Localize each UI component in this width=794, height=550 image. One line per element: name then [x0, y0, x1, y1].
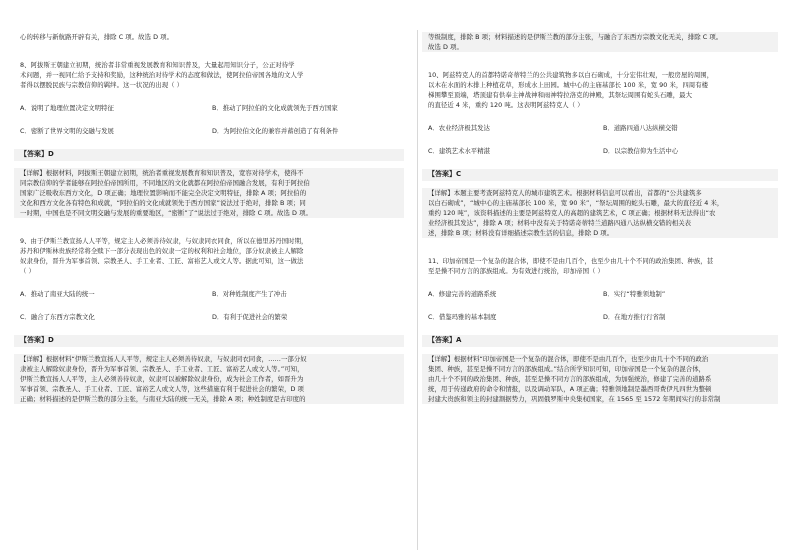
option-row — [428, 123, 778, 133]
detail-box — [422, 354, 778, 404]
detail-line: 【详解】根据材料“伊斯兰教宣扬人人平等，规定主人必须善待奴隶，与奴隶同衣同食，……一部分奴 — [20, 355, 307, 363]
option-a: A．农业经济极其发达 — [428, 124, 490, 132]
option-row — [20, 312, 404, 322]
detail-line: 【详解】本题主要考查阿兹特克人的城市建筑艺术。根据材料信息可以看出，首都的“公共建筑多 — [428, 189, 702, 197]
question-stem-line: （ ） — [20, 267, 35, 275]
answer-band — [422, 169, 778, 181]
detail-box — [14, 354, 404, 404]
detail-line: 【详解】根据材料“印加帝国是一个复杂的混合体，即使不是由几百个，也至少由几十个不同的政治 — [428, 355, 709, 363]
option-c: C．借鉴玛雅的基本制度 — [428, 313, 497, 321]
question-10 — [428, 70, 778, 238]
option-d: D．在地方推行行省制 — [603, 313, 666, 321]
detail-line: 军事首领、宗教圣人、手工业者、工匠、富裕艺人或文人等，这些措施有利于促进社会的繁荣，D 项 — [20, 385, 304, 393]
option-c: C．密断了世界文明的交融与发展 — [20, 127, 114, 135]
detail-line: 重约 120 吨”，该资料描述的主要是阿兹特克人的高超的建筑艺术，C 项正确；根据材料无法得出“农 — [428, 209, 716, 217]
option-row — [428, 312, 778, 322]
option-row — [20, 103, 404, 113]
option-a: A．推动了南亚大陆的统一 — [20, 290, 95, 298]
detail-line: 【详解】根据材料，阿拔斯王朝建立初期，统治者重视发展教育和知识普及，宽容对待学术，使得不 — [20, 169, 304, 177]
answer-label: 【答案】A — [428, 336, 462, 344]
option-row — [428, 146, 778, 156]
question-stem-line: 的直径近 4 米，重约 120 吨。这表明阿兹特克人（ ） — [428, 101, 584, 109]
detail-box — [422, 188, 778, 238]
question-stem-line: 术问题，并一视同仁给予支持和奖励，这种统治对待学术的态度和做法，使阿拉伯帝国各地的文人学 — [20, 71, 304, 79]
answer-label: 【答案】C — [428, 170, 462, 178]
question-stem-line: 8、阿拔斯王朝建立初期，统治者非常重视发展教育和知识普及，大量起用知识分子，公正对待学 — [20, 61, 295, 69]
detail-line: 述，排除 B 项；材料没有详细描述宗教生活的信息，排除 D 项。 — [428, 229, 614, 237]
continuation-text: 心的转移与新航路开辟有关，排除 C 项。故选 D 项。 — [20, 33, 174, 41]
detail-line: 同宗教信仰的学者能够在阿拉伯帝国所用，不同地区的文化就都在阿拉伯帝国融合发展，有利于阿拉伯 — [20, 179, 310, 187]
option-a: A．说明了地理位置决定文明特征 — [20, 104, 114, 112]
question-8 — [20, 60, 404, 218]
question-stem-line: 10、阿兹特克人的首都特诺奇蒂特兰的公共建筑物多以白石砌成，十分宏伟壮观，一般房屋的周围， — [428, 71, 714, 79]
option-row — [20, 289, 404, 299]
option-c: C．融合了东西方宗教文化 — [20, 313, 95, 321]
option-row — [428, 289, 778, 299]
detail-line: 一时期，中国也是不同文明交融与发展的重要地区，“密断”了“说法过于绝对，排除 C 项。故选 D 项。 — [20, 209, 312, 217]
detail-line: 文化和西方文化各有特色和成就，“阿拉伯的文化成就领先于西方国家”说法过于绝对，排除 B 项；同 — [20, 199, 306, 207]
option-d: D．有利于促进社会的繁荣 — [212, 313, 288, 321]
answer-band — [422, 335, 778, 347]
detail-line: 统，用于传递政府的命令和情报，以及调动军队，A 项正确；特雅领地制是墨西哥费伊凡四世为整顿 — [428, 385, 712, 393]
detail-line: 伊斯兰教宣扬人人平等，主人必须善待奴隶，奴隶可以被解除奴隶身份，成为社会工作者，如晋升为 — [20, 375, 304, 383]
detail-line: 正确；材料描述的是伊斯兰教的部分主张，与南亚大陆的统一无关，排除 A 项；种姓制度是古印度的 — [20, 395, 306, 403]
column-divider — [417, 30, 418, 550]
option-row — [20, 126, 404, 136]
answer-label: 【答案】D — [20, 150, 54, 158]
question-stem-line: 11、印加帝国是一个复杂的混合体，即使不是由几百个，也至少由几十个不同的政治集团、种族，甚 — [428, 257, 714, 265]
option-a: A．修建完善的道路系统 — [428, 290, 497, 298]
detail-line: 封建大贵族和领主的封建割据势力，巩固俄罗斯中央集权国家，在 1565 至 1572 年期间实行的非常制 — [428, 395, 721, 403]
right-column — [428, 32, 778, 404]
detail-line: 由几十个不同的政治集团、种族，甚至是操不同方言的部族组成，为加强统治，修建了完善的道路系 — [428, 375, 712, 383]
question-stem-line: 奴隶身份，晋升为军事首领、宗教圣人、手工业者、工匠、富裕艺人或文人等。据此可知，这一做法 — [20, 257, 304, 265]
continuation-text: 等级制度，排除 B 项；材料描述的是伊斯兰教的部分主张，与融合了东西方宗教文化无关，排除 C 项。 — [428, 33, 723, 41]
option-d: D．以宗教信仰为生活中心 — [603, 147, 679, 155]
question-11 — [428, 256, 778, 404]
question-stem-line: 9、由于伊斯兰教宣扬人人平等，规定主人必须善待奴隶，与奴隶同衣同食，所以在德里苏丹国时期， — [20, 237, 308, 245]
detail-line: 隶被主人解除奴隶身份，晋升为军事首领、宗教圣人、手工业者、工匠、富裕艺人或文人等。”可知， — [20, 365, 304, 373]
detail-box — [14, 168, 404, 218]
detail-line: 业经济极其发达”，排除 A 项；材料中没有关于特诺奇蒂特兰道路四通八达纵横交错的相关表 — [428, 219, 692, 227]
option-b: B．实行“特雅领地制” — [603, 290, 666, 298]
question-stem-line: 者得以摆脱民族与宗教信仰的羁绊。这一状况的出现（ ） — [20, 81, 184, 89]
question-stem-line: 苏丹和伊斯林贵族经常将全赎下一部分表现出色的奴隶一定的权利和社会地位，部分奴隶被主人解除 — [20, 247, 304, 255]
question-stem-line: 至是操不同方言的部族组成。为有效进行统治，印加帝国（ ） — [428, 267, 604, 275]
option-b: B．推动了阿拉伯的文化成就领先于西方国家 — [212, 104, 338, 112]
question-stem-line: 以木在水面的木排上种植花草，形成水上田园。城中心的主庙基部长 100 米，宽 90 米，四周有楼 — [428, 81, 709, 89]
option-d: D．为阿拉伯文化的兼容并蓄创造了有利条件 — [212, 127, 339, 135]
option-b: B．道路四通八达纵横交错 — [603, 124, 678, 132]
question-stem-line: 梯围攀至顶端，塔顶建有供奉主神战神和雨神特拉洛克的神殿，其祭坛周围有蛇头石雕，最大 — [428, 91, 693, 99]
detail-line: 集团、种族，甚至是操不同方言的部族组成。”结合所学知识可知，印加帝国是一个复杂的混合体， — [428, 365, 706, 373]
left-column — [20, 32, 404, 404]
continuation-box — [422, 32, 778, 52]
answer-label: 【答案】D — [20, 336, 54, 344]
detail-line: 国家广泛吸收东西方文化，D 项正确；地理位置影响而不能完全决定文明特征，排除 A 项；阿拉伯的 — [20, 189, 307, 197]
answer-band — [14, 335, 404, 347]
option-c: C．建筑艺术水平精湛 — [428, 147, 490, 155]
question-9 — [20, 236, 404, 404]
detail-line: 以白石砌成”，“城中心的主庙基部长 100 米，宽 90 米”，“祭坛周围的蛇头石雕，最大的直径近 4 米， — [428, 199, 724, 207]
answer-band — [14, 149, 404, 161]
continuation-text: 故选 D 项。 — [428, 43, 463, 51]
option-b: B．对种姓制度产生了冲击 — [212, 290, 287, 298]
